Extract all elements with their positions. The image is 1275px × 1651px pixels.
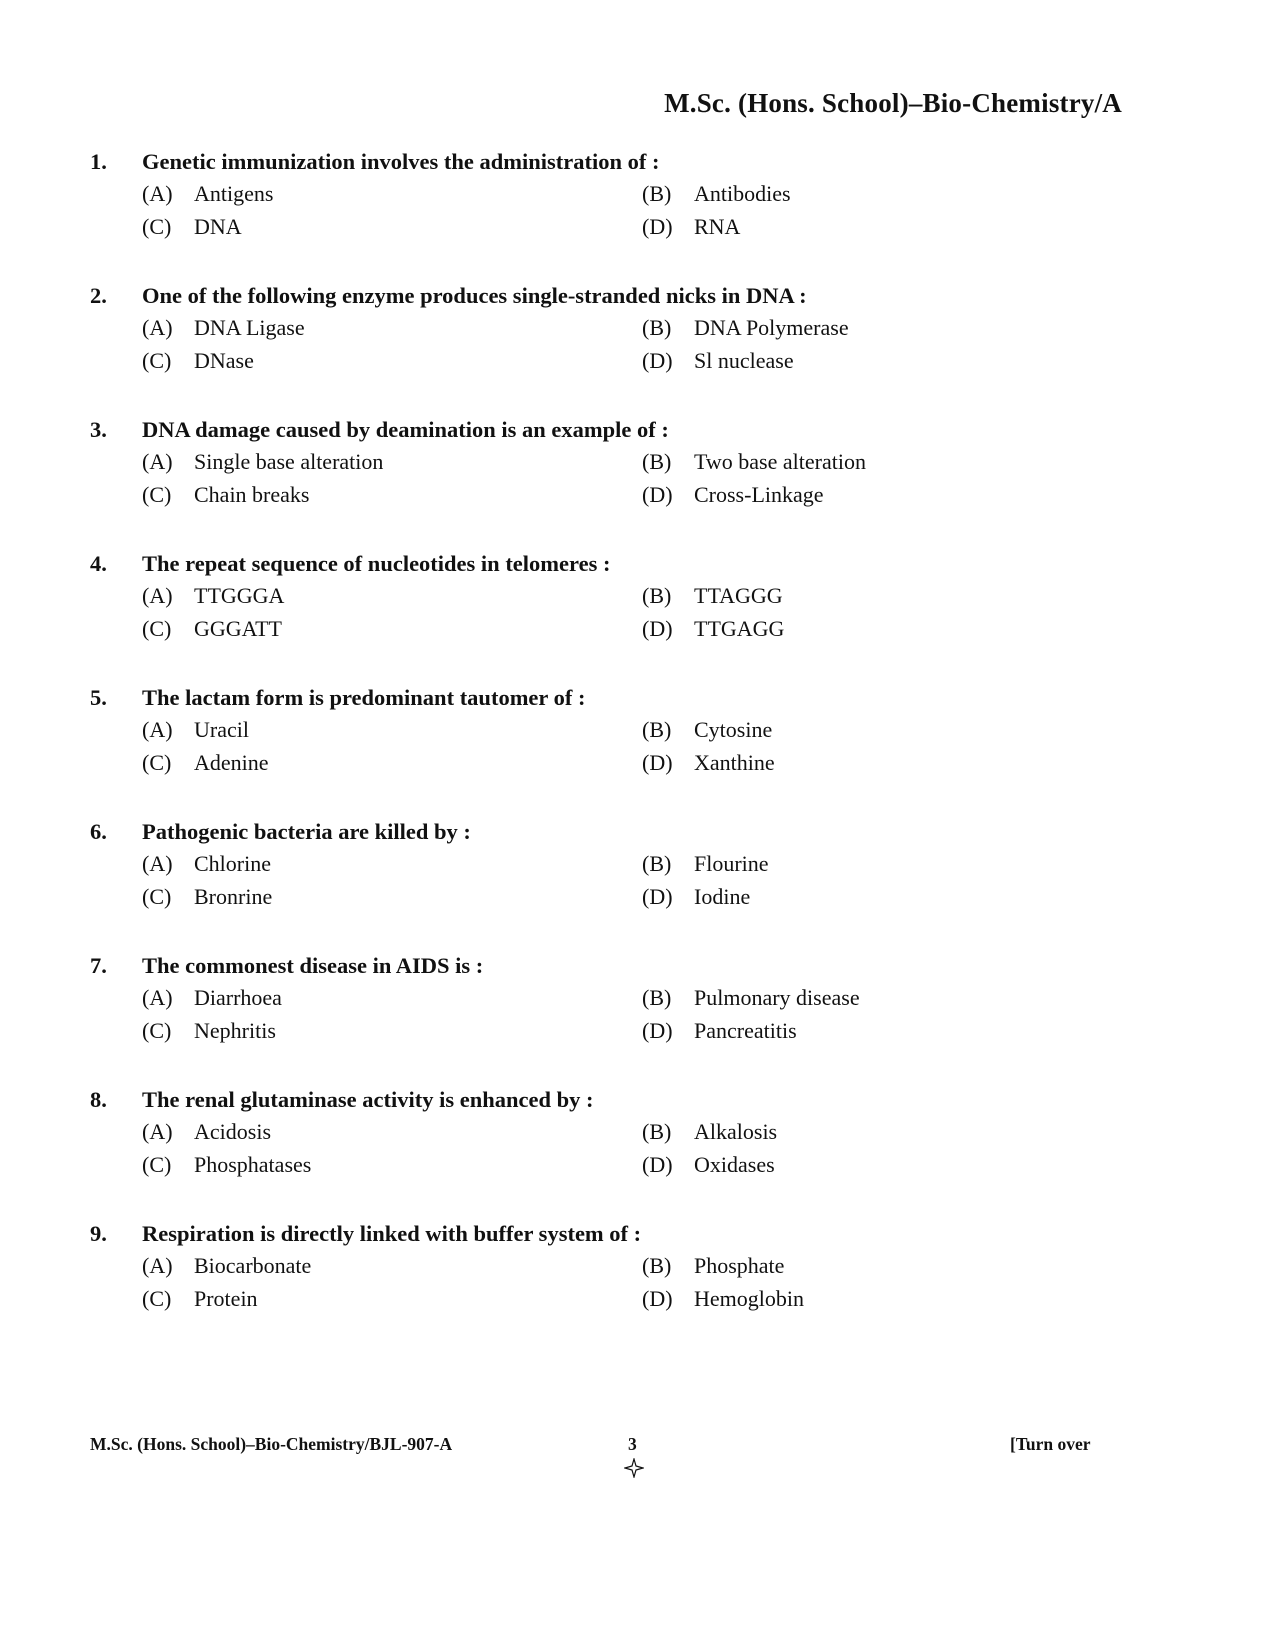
- option-d: [642, 614, 1142, 644]
- option-c: [142, 1150, 642, 1180]
- question-stem: [90, 949, 1130, 983]
- option-b: [642, 1117, 1142, 1147]
- option-a: [142, 313, 642, 343]
- option-a: [142, 581, 642, 611]
- option-text: Cytosine: [694, 717, 773, 742]
- question-text: Pathogenic bacteria are killed by :: [142, 819, 471, 844]
- option-key: (A): [142, 985, 173, 1010]
- option-text: Pancreatitis: [694, 1018, 797, 1043]
- option-text: DNase: [194, 348, 254, 373]
- option-key: (C): [142, 884, 172, 909]
- question-stem: [90, 815, 1130, 849]
- option-text: Chlorine: [194, 851, 271, 876]
- option-key: (A): [142, 1253, 173, 1278]
- option-grid: [142, 313, 1130, 376]
- option-key: (C): [142, 750, 172, 775]
- option-grid: [142, 1117, 1130, 1180]
- option-a: [142, 179, 642, 209]
- option-d: [642, 1150, 1142, 1180]
- option-c: [142, 212, 642, 242]
- option-grid: [142, 447, 1130, 510]
- option-grid: [142, 849, 1130, 912]
- option-text: Chain breaks: [194, 482, 310, 507]
- option-text: Xanthine: [694, 750, 775, 775]
- option-text: Antigens: [194, 181, 274, 206]
- option-b: [642, 581, 1142, 611]
- option-text: Protein: [194, 1286, 258, 1311]
- option-b: [642, 983, 1142, 1013]
- option-text: DNA Ligase: [194, 315, 305, 340]
- option-text: Flourine: [694, 851, 769, 876]
- option-text: Hemoglobin: [694, 1286, 804, 1311]
- option-text: Alkalosis: [694, 1119, 778, 1144]
- question-2: [90, 279, 1130, 413]
- question-list: [90, 145, 1130, 1351]
- option-d: [642, 212, 1142, 242]
- question-4: [90, 547, 1130, 681]
- option-key: (A): [142, 1119, 173, 1144]
- option-c: [142, 346, 642, 376]
- question-number: 4.: [90, 551, 107, 576]
- question-text: Respiration is directly linked with buffer system of :: [142, 1221, 642, 1246]
- option-key: (D): [642, 1286, 673, 1311]
- question-number: 8.: [90, 1087, 107, 1112]
- option-grid: [142, 1251, 1130, 1314]
- option-key: (C): [142, 1286, 172, 1311]
- four-pointed-star-icon: [624, 1458, 644, 1478]
- question-8: [90, 1083, 1130, 1217]
- option-key: (B): [642, 315, 672, 340]
- option-d: [642, 346, 1142, 376]
- question-number: 7.: [90, 953, 107, 978]
- option-key: (D): [642, 214, 673, 239]
- option-text: Antibodies: [694, 181, 791, 206]
- question-3: [90, 413, 1130, 547]
- option-c: [142, 614, 642, 644]
- option-c: [142, 882, 642, 912]
- option-key: (B): [642, 851, 672, 876]
- question-stem: [90, 1217, 1130, 1251]
- option-text: Phosphatases: [194, 1152, 312, 1177]
- question-stem: [90, 413, 1130, 447]
- option-text: TTGGGA: [194, 583, 285, 608]
- option-text: TTGAGG: [694, 616, 785, 641]
- option-text: Phosphate: [694, 1253, 785, 1278]
- question-text: Genetic immunization involves the administration of :: [142, 149, 660, 174]
- question-number: 6.: [90, 819, 107, 844]
- option-key: (B): [642, 449, 672, 474]
- question-stem: [90, 1083, 1130, 1117]
- option-grid: [142, 581, 1130, 644]
- option-text: TTAGGG: [694, 583, 783, 608]
- option-text: Pulmonary disease: [694, 985, 860, 1010]
- page-header-title: M.Sc. (Hons. School)–Bio-Chemistry/A: [664, 88, 1122, 118]
- question-number: 9.: [90, 1221, 107, 1246]
- question-text: The lactam form is predominant tautomer of :: [142, 685, 586, 710]
- question-6: [90, 815, 1130, 949]
- option-text: DNA: [194, 214, 242, 239]
- option-d: [642, 1284, 1142, 1314]
- option-key: (D): [642, 482, 673, 507]
- option-b: [642, 849, 1142, 879]
- option-key: (C): [142, 348, 172, 373]
- option-key: (D): [642, 1018, 673, 1043]
- option-key: (B): [642, 583, 672, 608]
- option-b: [642, 179, 1142, 209]
- question-number: 2.: [90, 283, 107, 308]
- option-key: (D): [642, 348, 673, 373]
- option-text: GGGATT: [194, 616, 282, 641]
- option-a: [142, 715, 642, 745]
- option-key: (A): [142, 449, 173, 474]
- option-key: (A): [142, 583, 173, 608]
- option-d: [642, 1016, 1142, 1046]
- question-7: [90, 949, 1130, 1083]
- turn-over-note: [Turn over: [1010, 1434, 1091, 1454]
- option-d: [642, 882, 1142, 912]
- question-5: [90, 681, 1130, 815]
- option-grid: [142, 179, 1130, 242]
- option-text: DNA Polymerase: [694, 315, 849, 340]
- option-c: [142, 1016, 642, 1046]
- option-a: [142, 1251, 642, 1281]
- option-d: [642, 480, 1142, 510]
- option-text: Uracil: [194, 717, 249, 742]
- option-key: (B): [642, 1119, 672, 1144]
- option-a: [142, 1117, 642, 1147]
- option-b: [642, 313, 1142, 343]
- option-text: Iodine: [694, 884, 751, 909]
- option-key: (D): [642, 1152, 673, 1177]
- question-9: [90, 1217, 1130, 1351]
- option-text: Oxidases: [694, 1152, 775, 1177]
- option-key: (C): [142, 214, 172, 239]
- option-text: Diarrhoea: [194, 985, 282, 1010]
- option-key: (A): [142, 851, 173, 876]
- option-text: Adenine: [194, 750, 269, 775]
- option-key: (C): [142, 616, 172, 641]
- option-text: Nephritis: [194, 1018, 276, 1043]
- option-text: Acidosis: [194, 1119, 271, 1144]
- option-key: (D): [642, 884, 673, 909]
- option-key: (C): [142, 482, 172, 507]
- option-text: Sl nuclease: [694, 348, 794, 373]
- page-number: 3: [628, 1434, 637, 1454]
- question-1: [90, 145, 1130, 279]
- option-key: (D): [642, 616, 673, 641]
- option-key: (A): [142, 717, 173, 742]
- question-text: The commonest disease in AIDS is :: [142, 953, 484, 978]
- question-text: DNA damage caused by deamination is an example of :: [142, 417, 669, 442]
- option-grid: [142, 983, 1130, 1046]
- option-text: RNA: [694, 214, 741, 239]
- option-d: [642, 748, 1142, 778]
- option-a: [142, 447, 642, 477]
- option-c: [142, 480, 642, 510]
- option-key: (C): [142, 1018, 172, 1043]
- option-b: [642, 447, 1142, 477]
- option-text: Two base alteration: [694, 449, 866, 474]
- option-key: (A): [142, 181, 173, 206]
- question-stem: [90, 279, 1130, 313]
- option-key: (C): [142, 1152, 172, 1177]
- option-grid: [142, 715, 1130, 778]
- question-text: One of the following enzyme produces single-stranded nicks in DNA :: [142, 283, 807, 308]
- option-key: (B): [642, 1253, 672, 1278]
- option-key: (A): [142, 315, 173, 340]
- footer-paper-code: M.Sc. (Hons. School)–Bio-Chemistry/BJL-907-A: [90, 1434, 453, 1454]
- question-text: The renal glutaminase activity is enhanced by :: [142, 1087, 594, 1112]
- question-stem: [90, 681, 1130, 715]
- option-text: Cross-Linkage: [694, 482, 824, 507]
- option-key: (B): [642, 985, 672, 1010]
- question-stem: [90, 547, 1130, 581]
- option-text: Bronrine: [194, 884, 273, 909]
- option-a: [142, 849, 642, 879]
- option-c: [142, 1284, 642, 1314]
- question-stem: [90, 145, 1130, 179]
- option-b: [642, 1251, 1142, 1281]
- option-key: (B): [642, 717, 672, 742]
- option-text: Single base alteration: [194, 449, 384, 474]
- option-a: [142, 983, 642, 1013]
- question-number: 1.: [90, 149, 107, 174]
- option-b: [642, 715, 1142, 745]
- question-number: 3.: [90, 417, 107, 442]
- option-c: [142, 748, 642, 778]
- option-key: (D): [642, 750, 673, 775]
- question-number: 5.: [90, 685, 107, 710]
- question-text: The repeat sequence of nucleotides in telomeres :: [142, 551, 611, 576]
- option-key: (B): [642, 181, 672, 206]
- option-text: Biocarbonate: [194, 1253, 312, 1278]
